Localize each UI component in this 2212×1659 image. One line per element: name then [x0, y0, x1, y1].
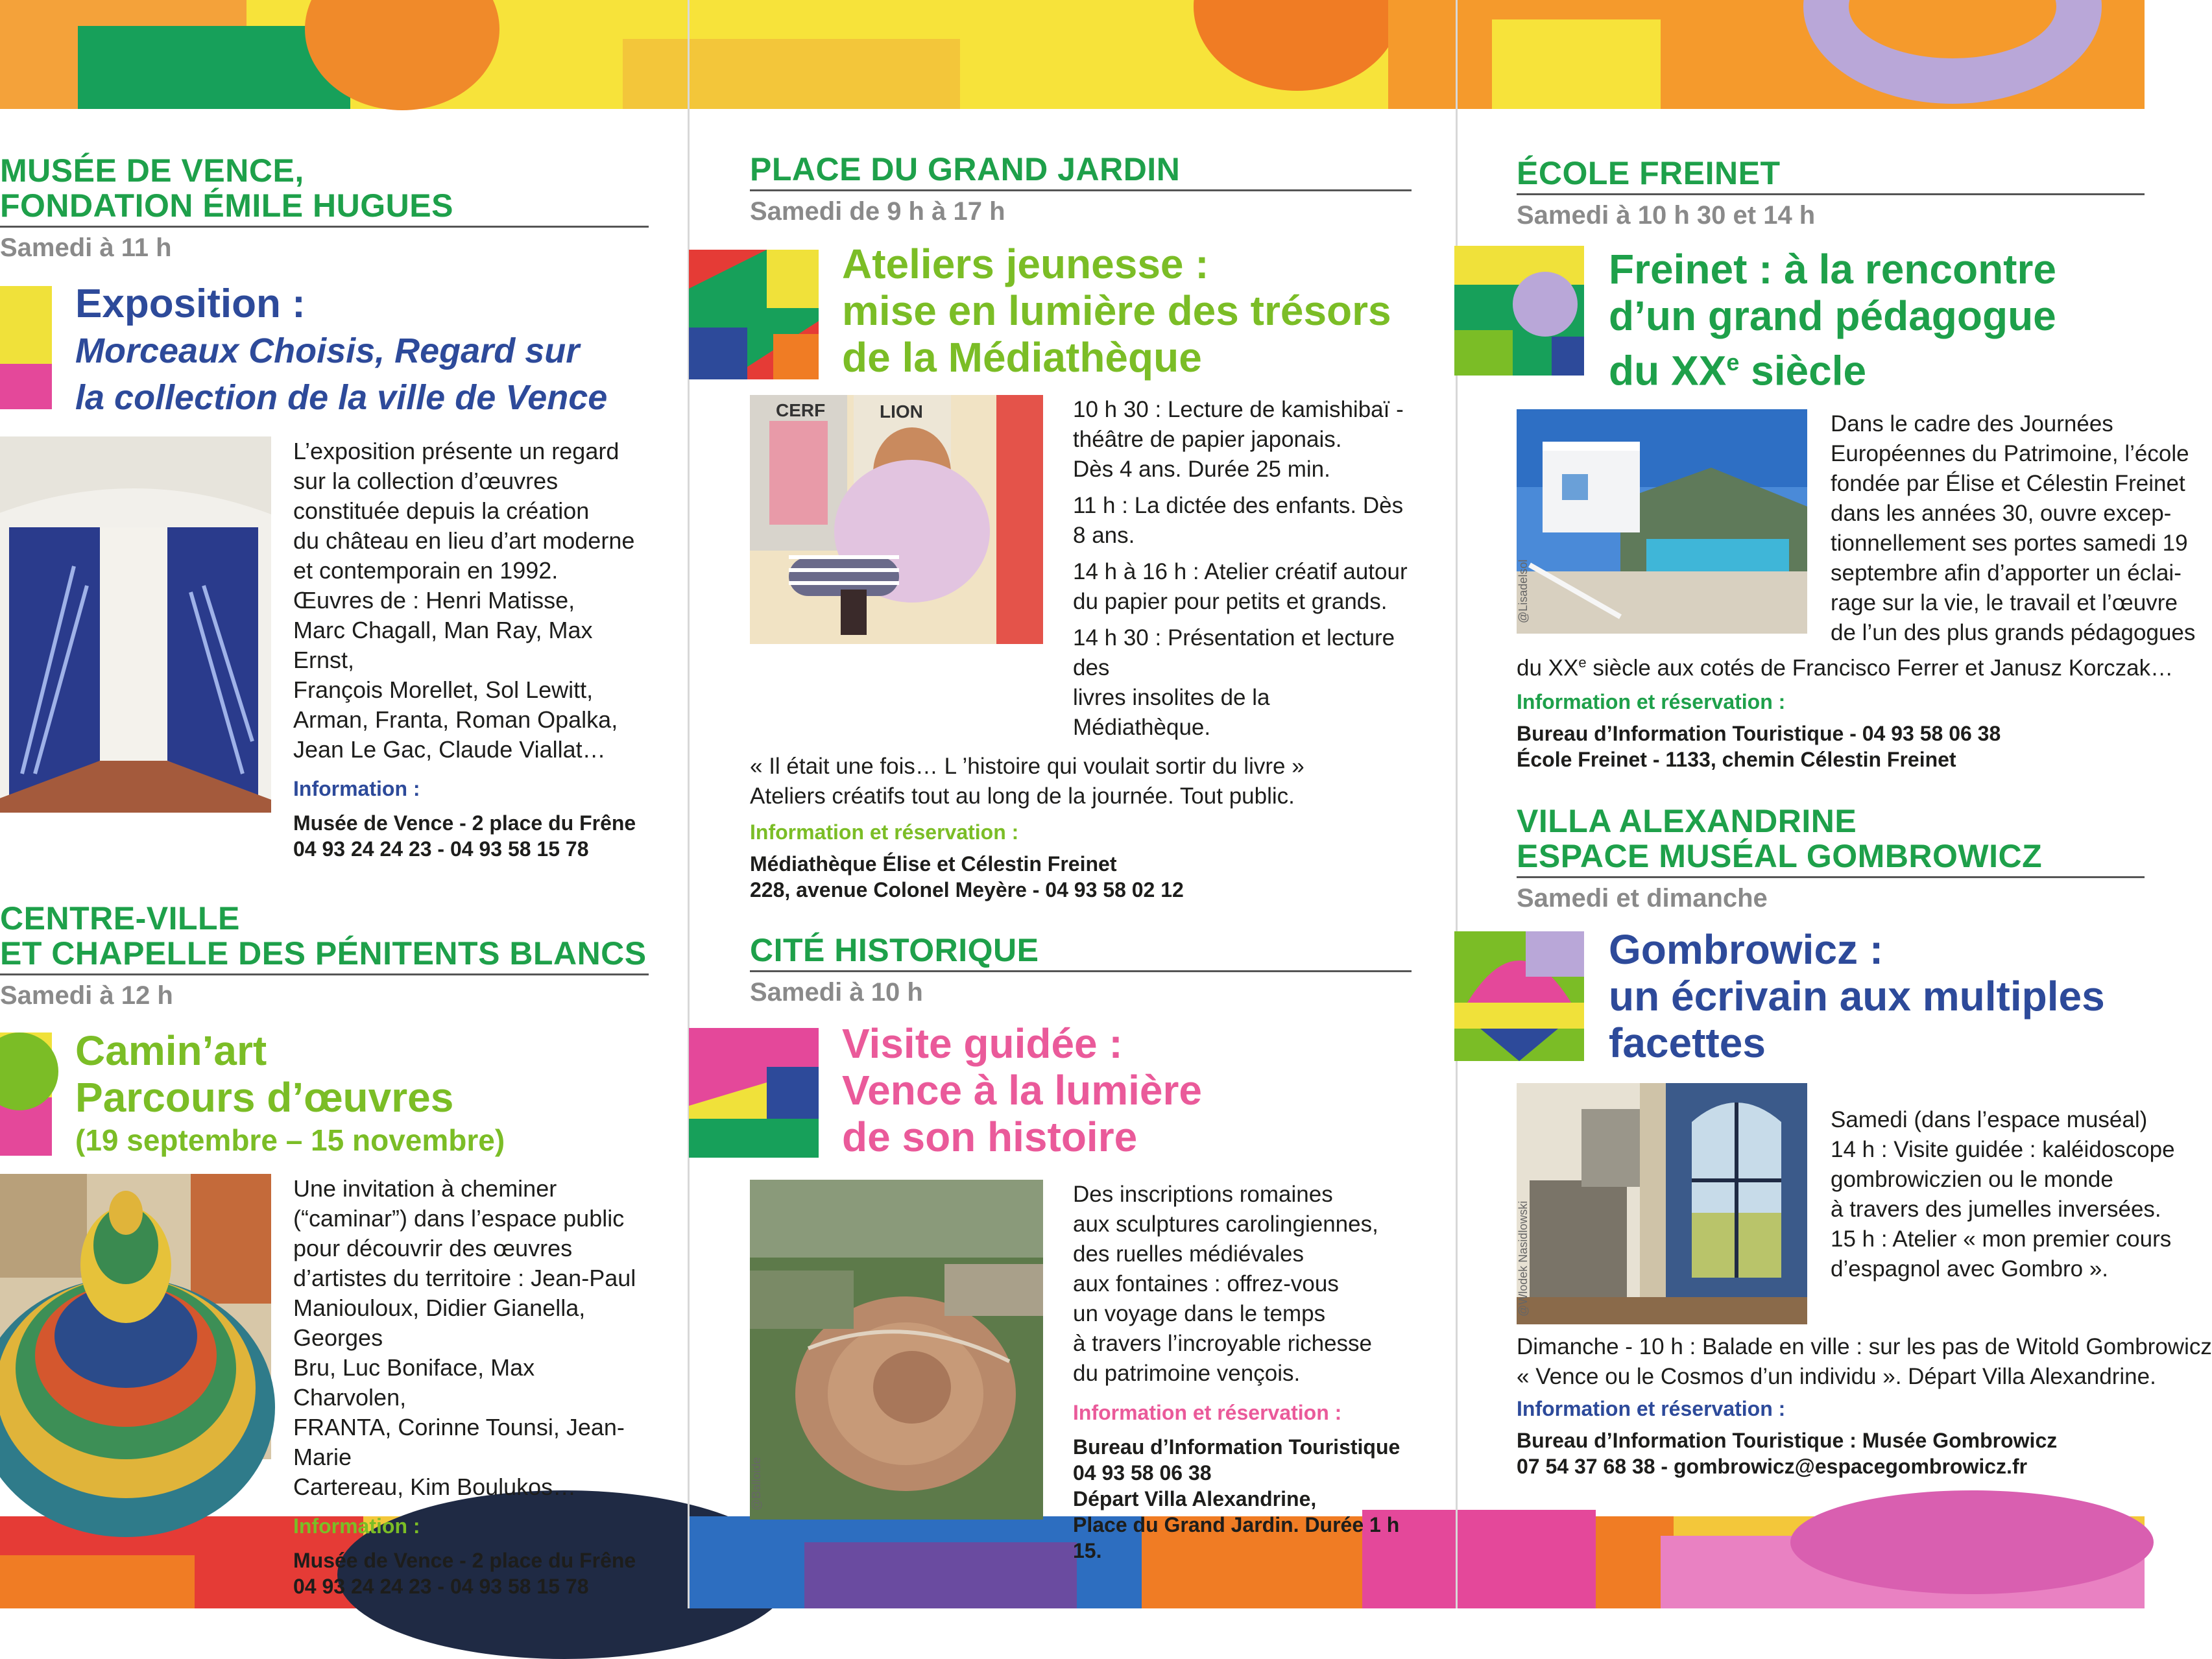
info-label: Information et réservation :: [1517, 1396, 1786, 1420]
event-title: Ateliers jeunesse :: [842, 241, 1209, 287]
description-line: septembre afin d’apporter un éclai-: [1831, 560, 2182, 586]
description-line: et contemporain en 1992.: [293, 557, 559, 584]
event-description: [1807, 1083, 2175, 1324]
divider: [0, 226, 649, 228]
event-time: Samedi de 9 h à 17 h: [750, 197, 1005, 226]
description-line: des ruelles médiévales: [1073, 1241, 1304, 1267]
description-line: gombrowiczien ou le monde: [1831, 1166, 2113, 1192]
schedule-line: 11 h : La dictée des enfants. Dès 8 ans.: [1073, 493, 1404, 548]
contact-address: Musée de Vence - 2 place du Frêne: [293, 811, 636, 835]
event-header: [0, 281, 649, 421]
collage-decoration: [1454, 246, 1584, 376]
description-line: fondée par Élise et Célestin Freinet: [1831, 471, 2185, 497]
collage-decoration: [689, 250, 819, 379]
divider: [0, 973, 649, 975]
description-line: du château en lieu d’art moderne: [293, 527, 635, 554]
event-description: [750, 752, 1412, 811]
schedule-line: livres insolites de la Médiathèque.: [1073, 685, 1270, 740]
description-line: du patrimoine vençois.: [1073, 1361, 1301, 1386]
divider: [750, 970, 1412, 972]
collage-decoration: [689, 1028, 819, 1158]
contact-name: Bureau d’Information Touristique : Musée Gombrowicz: [1517, 1428, 2058, 1452]
description-line: Arman, Franta, Roman Opalka,: [293, 706, 618, 733]
description-line: Maniouloux, Didier Gianella, Georges: [293, 1295, 586, 1351]
venue-line: CENTRE-VILLE: [0, 900, 240, 937]
contact-phone: 04 93 24 24 23 - 04 93 58 15 78: [293, 1575, 589, 1598]
divider: [1517, 193, 2145, 195]
description-line: Jean Le Gac, Claude Viallat…: [293, 736, 606, 763]
divider: [750, 189, 1412, 191]
description-line: Européennes du Patrimoine, l’école: [1831, 441, 2189, 467]
contact-address: École Freinet - 1133, chemin Célestin Freinet: [1517, 747, 1956, 771]
event-title: facettes: [1609, 1019, 1766, 1066]
event-title: Gombrowicz :: [1609, 925, 1884, 973]
description-line: Samedi (dans l’espace muséal): [1831, 1106, 2148, 1132]
schedule-line: 14 h à 16 h : Atelier créatif autour: [1073, 559, 1408, 584]
description-line: François Morellet, Sol Lewitt,: [293, 676, 594, 703]
description-line: un voyage dans le temps: [1073, 1301, 1326, 1326]
event-title: un écrivain aux multiples: [1609, 972, 2105, 1020]
info-label: Information :: [293, 777, 420, 800]
description-line: tionnellement ses portes samedi 19: [1831, 531, 2188, 556]
panel-freinet-gombrowicz: [1517, 109, 2212, 1516]
info-label: Information et réservation :: [750, 820, 1019, 844]
event-subtitle: la collection de la ville de Vence: [75, 378, 608, 417]
event-title: mise en lumière des trésors: [842, 287, 1391, 334]
collage-decoration: [0, 286, 52, 409]
event-description: [1043, 1180, 1412, 1564]
text-superscript: e: [1578, 654, 1587, 671]
event-schedule: [1043, 395, 1412, 743]
photo-credit: @Lisadelsol: [1517, 560, 1530, 624]
event-dates: (19 septembre – 15 novembre): [75, 1123, 505, 1157]
contact-meeting-point: Place du Grand Jardin. Durée 1 h 15.: [1073, 1513, 1400, 1562]
description-line: dans les années 30, ouvre excep-: [1831, 501, 2172, 527]
description-line: Dans le cadre des Journées: [1831, 411, 2113, 437]
event-title: [1609, 339, 2145, 394]
panel-musee-centre-ville: [0, 109, 649, 1598]
contact-address: 228, avenue Colonel Meyère - 04 93 58 02 12: [750, 878, 1184, 901]
event-header: [1517, 926, 2145, 1066]
workshop-photo: [750, 395, 1043, 644]
contact-name: Bureau d’Information Touristique: [1073, 1435, 1401, 1459]
contact-name: Médiathèque Élise et Célestin Freinet: [750, 852, 1117, 876]
description-line: Œuvres de : Henri Matisse,: [293, 587, 575, 614]
description-line: Bru, Luc Boniface, Max Charvolen,: [293, 1354, 535, 1411]
description-line: (“caminar”) dans l’espace public: [293, 1205, 625, 1232]
fold-line: [1456, 0, 1458, 1608]
title-part: siècle: [1739, 347, 1867, 394]
photo-credit: @Wlodek Nasidlowski: [1517, 1200, 1530, 1317]
event-time: Samedi à 11 h: [0, 233, 172, 262]
contact-phone-email: 07 54 37 68 38 - gombrowicz@espacegombrowicz.fr: [1517, 1454, 2028, 1478]
event-subtitle: Morceaux Choisis, Regard sur: [75, 331, 580, 370]
event-title: de la Médiathèque: [842, 334, 1202, 381]
venue-line: ESPACE MUSÉAL GOMBROWICZ: [1517, 837, 2043, 874]
collage-decoration: [0, 1032, 52, 1156]
panel-grand-jardin-cite: [750, 109, 1412, 1562]
event-time: Samedi à 10 h 30 et 14 h: [1517, 201, 1816, 230]
description-line: constituée depuis la création: [293, 497, 590, 524]
event-header: [750, 241, 1412, 381]
venue-heading: CITÉ HISTORIQUE: [750, 932, 1039, 968]
venue-heading: [0, 901, 649, 971]
description-line: « Il était une fois… L ’histoire qui voulait sortir du livre »: [750, 754, 1304, 779]
aerial-town-photo: [750, 1180, 1043, 1520]
description-line: 15 h : Atelier « mon premier cours: [1831, 1226, 2172, 1252]
poster-text: CERF: [776, 400, 826, 420]
event-description: [1807, 409, 2195, 648]
event-title: Exposition :: [75, 281, 306, 326]
info-label: Information et réservation :: [1073, 1401, 1342, 1424]
description-line: L’exposition présente un regard: [293, 438, 619, 464]
event-time: Samedi à 10 h: [750, 978, 923, 1007]
text-part: siècle aux cotés de Francisco Ferrer et Janusz Korczak…: [1586, 655, 2174, 681]
description-line: FRANTA, Corinne Tounsi, Jean-Marie: [293, 1414, 625, 1470]
contact-meeting-point: Départ Villa Alexandrine,: [1073, 1487, 1317, 1510]
venue-line: VILLA ALEXANDRINE: [1517, 802, 1857, 839]
description-line: aux fontaines : offrez-vous: [1073, 1271, 1339, 1296]
decorative-top-band: [0, 0, 2145, 109]
event-description: [1517, 1332, 2212, 1392]
event-title: Freinet : à la rencontre: [1609, 246, 2056, 292]
description-line: Cartereau, Kim Boulukos…: [293, 1474, 577, 1500]
event-description: [271, 436, 649, 862]
event-title: Vence à la lumière: [842, 1067, 1202, 1114]
event-time: Samedi et dimanche: [1517, 883, 1768, 913]
venue-heading: [0, 153, 649, 223]
text-part: du XX: [1517, 655, 1579, 681]
event-title: Camin’art: [75, 1027, 267, 1074]
description-line: Ateliers créatifs tout au long de la journée. Tout public.: [750, 783, 1295, 809]
contact-address: Musée de Vence - 2 place du Frêne: [293, 1549, 636, 1572]
venue-heading: ÉCOLE FREINET: [1517, 155, 1781, 191]
description-line: « Vence ou le Cosmos d’un individu ». Départ Villa Alexandrine.: [1517, 1363, 2156, 1389]
event-title: Parcours d’œuvres: [75, 1074, 454, 1121]
info-label: Information et réservation :: [1517, 689, 1786, 713]
description-line: sur la collection d’œuvres: [293, 468, 559, 494]
venue-line: ET CHAPELLE DES PÉNITENTS BLANCS: [0, 935, 647, 972]
event-title: d’un grand pédagogue: [1609, 292, 2056, 339]
schedule-line: 14 h 30 : Présentation et lecture des: [1073, 625, 1395, 680]
event-description: [271, 1174, 649, 1599]
contact-phone: 04 93 58 06 38: [1073, 1461, 1212, 1485]
info-label: Information :: [293, 1514, 420, 1538]
schedule-line: Dès 4 ans. Durée 25 min.: [1073, 457, 1330, 482]
event-title: Visite guidée :: [842, 1020, 1123, 1067]
exhibition-photo: [0, 436, 271, 813]
description-line: Une invitation à cheminer: [293, 1175, 557, 1202]
museum-photo: [1517, 1083, 1807, 1324]
collage-decoration: [1454, 931, 1584, 1061]
school-photo: [1517, 409, 1807, 634]
description-line: d’artistes du territoire : Jean-Paul: [293, 1265, 636, 1291]
event-title: de son histoire: [842, 1114, 1138, 1160]
venue-line: MUSÉE DE VENCE,: [0, 152, 304, 189]
description-line: Dimanche - 10 h : Balade en ville : sur les pas de Witold Gombrowicz: [1517, 1333, 2212, 1359]
description-line: de l’un des plus grands pédagogues: [1831, 620, 2196, 646]
description-line: aux sculptures carolingiennes,: [1073, 1211, 1378, 1237]
description-line: d’espagnol avec Gombro ».: [1831, 1256, 2109, 1282]
venue-heading: PLACE DU GRAND JARDIN: [750, 151, 1181, 187]
event-time: Samedi à 12 h: [0, 981, 173, 1010]
event-header: [1517, 246, 2145, 394]
artwork-photo: [0, 1174, 271, 1459]
description-line: à travers des jumelles inversées.: [1831, 1196, 2161, 1222]
description-line: rage sur la vie, le travail et l’œuvre: [1831, 590, 2178, 616]
poster-text: LION: [880, 401, 923, 422]
description-line: à travers l’incroyable richesse: [1073, 1331, 1373, 1356]
description-line: Marc Chagall, Man Ray, Max Ernst,: [293, 617, 593, 673]
description-line: pour découvrir des œuvres: [293, 1235, 573, 1261]
description-line: Des inscriptions romaines: [1073, 1182, 1333, 1207]
schedule-line: théâtre de papier japonais.: [1073, 427, 1342, 452]
event-header: [0, 1027, 649, 1160]
description-line: 14 h : Visite guidée : kaléidoscope: [1831, 1136, 2175, 1162]
fold-line: [688, 0, 690, 1608]
title-part: du XX: [1609, 347, 1727, 394]
title-superscript: e: [1726, 349, 1740, 376]
description-line: [1517, 648, 2174, 684]
event-header: [750, 1020, 1412, 1160]
schedule-line: du papier pour petits et grands.: [1073, 589, 1388, 614]
divider: [1517, 876, 2145, 878]
photo-credit: @Balloide: [750, 1457, 763, 1510]
venue-heading: [1517, 804, 2145, 874]
venue-line: FONDATION ÉMILE HUGUES: [0, 187, 453, 224]
contact-phone: Bureau d’Information Touristique - 04 93 58 06 38: [1517, 721, 2001, 745]
schedule-line: 10 h 30 : Lecture de kamishibaï -: [1073, 397, 1404, 422]
contact-phone: 04 93 24 24 23 - 04 93 58 15 78: [293, 837, 589, 861]
